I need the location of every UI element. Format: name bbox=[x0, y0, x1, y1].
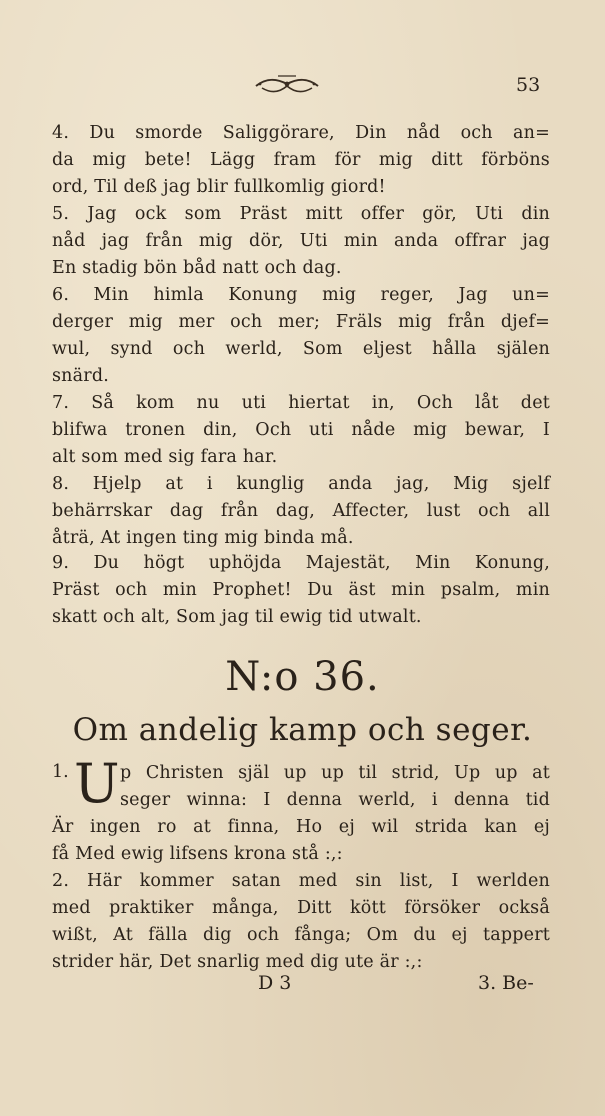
verse-line: 8. Hjelp at i kunglig anda jag, Mig sjelf bbox=[52, 474, 550, 494]
verse-line: En stadig bön båd natt och dag. bbox=[52, 258, 342, 278]
printers-ornament-icon bbox=[252, 72, 322, 96]
indented-lines bbox=[120, 760, 550, 814]
catchword: 3. Be- bbox=[478, 972, 534, 994]
verse-line: 6. Min himla Konung mig reger, Jag un= bbox=[52, 285, 550, 305]
verse-number: 1. bbox=[52, 762, 69, 782]
verse-5 bbox=[52, 201, 550, 282]
verse-line: behärrskar dag från dag, Affecter, lust och all bbox=[52, 501, 550, 521]
verse-line: 4. Du smorde Saliggörare, Din nåd och an= bbox=[52, 123, 550, 143]
verse-line: wißt, At fälla dig och fånga; Om du ej tappert bbox=[52, 925, 550, 945]
verse-line: med praktiker många, Ditt kött försöker också bbox=[52, 898, 550, 918]
verse-line: få Med ewig lifsens krona stå :,: bbox=[52, 844, 343, 864]
verse-8 bbox=[52, 471, 550, 552]
verse-line: skatt och alt, Som jag til ewig tid utwalt. bbox=[52, 607, 422, 627]
verse-2 bbox=[52, 868, 550, 976]
verse-line: strider här, Det snarlig med dig ute är :,: bbox=[52, 952, 423, 972]
page-number: 53 bbox=[516, 74, 541, 96]
verse-line: snärd. bbox=[52, 366, 110, 386]
verse-line: Är ingen ro at finna, Ho ej wil strida kan ej bbox=[52, 817, 550, 837]
signature-mark: D 3 bbox=[258, 972, 292, 994]
verse-line: 7. Så kom nu uti hiertat in, Och låt det bbox=[52, 393, 550, 413]
verse-line: åträ, At ingen ting mig binda må. bbox=[52, 528, 354, 548]
verse-line: da mig bete! Lägg fram för mig ditt förböns bbox=[52, 150, 550, 170]
verse-line: derger mig mer och mer; Fräls mig från djef= bbox=[52, 312, 550, 332]
verse-line: 9. Du högt uphöjda Majestät, Min Konung, bbox=[52, 553, 550, 573]
verse-line: nåd jag från mig dör, Uti min anda offrar jag bbox=[52, 231, 550, 251]
verse-line: 2. Här kommer satan med sin list, I werlden bbox=[52, 871, 550, 891]
verse-7 bbox=[52, 390, 550, 471]
verse-line: ord, Til deß jag blir fullkomlig giord! bbox=[52, 177, 386, 197]
verse-line: 5. Jag ock som Präst mitt offer gör, Uti din bbox=[52, 204, 550, 224]
hymn-title: Om andelig kamp och seger. bbox=[72, 712, 533, 748]
verse-line: blifwa tronen din, Och uti nåde mig bewar, I bbox=[52, 420, 550, 440]
verse-line: p Christen själ up up til strid, Up up at bbox=[120, 763, 550, 783]
verse-9 bbox=[52, 550, 550, 631]
hymn-number: N:o 36. bbox=[225, 654, 380, 700]
continued-lines bbox=[52, 814, 550, 868]
verse-line: alt som med sig fara har. bbox=[52, 447, 278, 467]
verse-line: seger winna: I denna werld, i denna tid bbox=[120, 790, 550, 810]
verse-6 bbox=[52, 282, 550, 390]
verse-line: Präst och min Prophet! Du äst min psalm, min bbox=[52, 580, 550, 600]
verse-line: wul, synd och werld, Som eljest hålla själen bbox=[52, 339, 550, 359]
verse-4 bbox=[52, 120, 550, 201]
drop-initial: U bbox=[74, 752, 120, 815]
